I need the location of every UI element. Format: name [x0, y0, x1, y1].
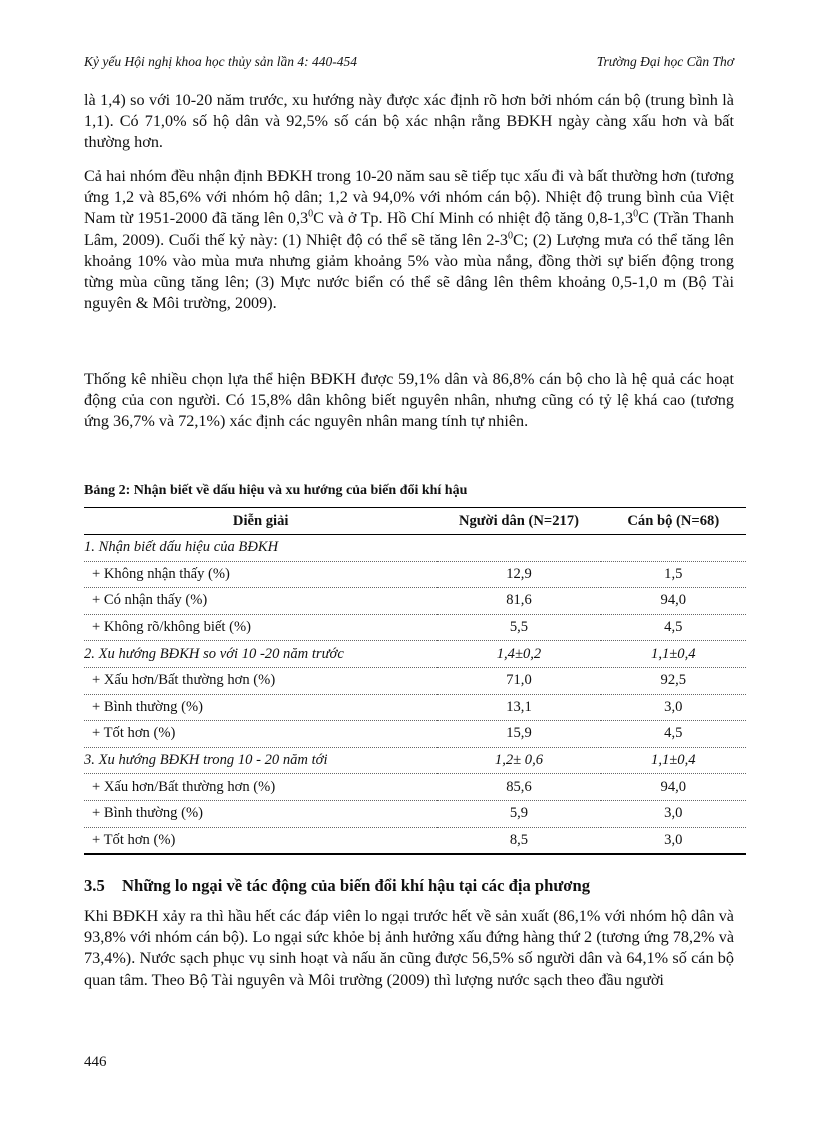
col-header-officials: Cán bộ (N=68) [601, 508, 746, 535]
cell-households: 81,6 [437, 588, 600, 615]
paragraph-4: Khi BĐKH xảy ra thì hầu hết các đáp viên lo ngại trước hết về sản xuất (86,1% với nhóm hộ dân và 93,8% với nhóm cán bộ). Lo ngại sức khỏe bị ảnh hưởng xấu đứng hàng thứ 2 (tương ứng 78,2% và 73,4%). Nước sạch phục vụ sinh hoạt và nấu ăn cũng được 56,5% số người dân và 64,1% số cán bộ quan tâm. Theo Bộ Tài nguyên và Môi trường (2009) thì lượng nước sạch theo đầu người [84, 907, 734, 989]
cell-officials: 4,5 [601, 721, 746, 748]
row-label: + Có nhận thấy (%) [84, 588, 437, 615]
paragraph-3: Thống kê nhiều chọn lựa thể hiện BĐKH được 59,1% dân và 86,8% cán bộ cho là hệ quả các hoạt động của con người. Có 15,8% dân không biết nguyên nhân, nhưng cũng có tỷ lệ khá cao (tương ứng 36,7% và 72,1%) xác định các nguyên nhân mang tính tự nhiên. [84, 370, 734, 431]
table-row [84, 747, 746, 774]
table-caption: Bảng 2: Nhận biết về dấu hiệu và xu hướng của biến đổi khí hậu [84, 483, 468, 498]
cell-officials: 94,0 [601, 774, 746, 801]
table-row [84, 641, 746, 668]
cell-officials: 94,0 [601, 588, 746, 615]
cell-officials: 92,5 [601, 667, 746, 694]
table-row [84, 561, 746, 588]
table-header-row [84, 508, 746, 535]
header-right: Trường Đại học Cần Thơ [596, 54, 734, 69]
cell-households: 5,5 [437, 614, 600, 641]
row-label: + Không nhận thấy (%) [84, 561, 437, 588]
degree-sup-1: 0 [308, 209, 314, 221]
row-label: + Xấu hơn/Bất thường hơn (%) [84, 774, 437, 801]
row-label: + Tốt hơn (%) [84, 827, 437, 854]
paragraph-2-part-a: Cả hai nhóm đều nhận định BĐKH trong 10-20 năm sau sẽ tiếp tục xấu đi và bất thường hơn (tương ứng 1,2 và 85,6% với nhóm hộ dân; 1,2 và 94,0% với nhóm cán bộ). Nhiệt độ trung bình của Việt Nam từ 1951-2000 đã tăng lên 0,3 [84, 167, 734, 228]
col-header-description: Diễn giải [84, 508, 437, 535]
page-number: 446 [84, 1054, 107, 1070]
cell-officials: 1,5 [601, 561, 746, 588]
cell-households: 1,2± 0,6 [437, 747, 600, 774]
table-row [84, 721, 746, 748]
cell-households: 8,5 [437, 827, 600, 854]
table-row [84, 667, 746, 694]
table-row [84, 535, 746, 562]
paragraph-2 [84, 166, 734, 314]
cell-households: 1,4±0,2 [437, 641, 600, 668]
row-label: + Không rõ/không biết (%) [84, 614, 437, 641]
cell-households: 13,1 [437, 694, 600, 721]
row-label: 3. Xu hướng BĐKH trong 10 - 20 năm tới [84, 747, 437, 774]
climate-change-table [84, 507, 746, 855]
cell-households: 15,9 [437, 721, 600, 748]
cell-officials: 1,1±0,4 [601, 747, 746, 774]
degree-sup-2: 0 [633, 209, 639, 221]
section-title: Những lo ngại về tác động của biến đổi khí hậu tại các địa phương [122, 876, 591, 895]
section-heading [84, 876, 590, 896]
row-label: + Tốt hơn (%) [84, 721, 437, 748]
cell-officials: 3,0 [601, 800, 746, 827]
cell-officials: 3,0 [601, 827, 746, 854]
table-row [84, 827, 746, 854]
cell-households: 12,9 [437, 561, 600, 588]
paragraph-2-part-c: C (Trần Thanh Lâm, 2009). Cuối thế kỷ này: (1) Nhiệt độ có thể sẽ tăng lên 2-3 [84, 209, 734, 249]
cell-officials: 4,5 [601, 614, 746, 641]
row-label: 1. Nhận biết dấu hiệu của BĐKH [84, 535, 437, 562]
table-row [84, 800, 746, 827]
cell-households [437, 535, 600, 562]
row-label: + Xấu hơn/Bất thường hơn (%) [84, 667, 437, 694]
cell-households: 71,0 [437, 667, 600, 694]
table-row [84, 588, 746, 615]
cell-officials: 3,0 [601, 694, 746, 721]
col-header-households: Người dân (N=217) [437, 508, 600, 535]
paragraph-2-part-b: C và ở Tp. Hồ Chí Minh có nhiệt độ tăng 0,8-1,3 [313, 209, 634, 228]
paragraph-2-part-d: C; (2) Lượng mưa có thể tăng lên khoảng 10% vào mùa mưa nhưng giảm khoảng 5% vào mùa nắng, đồng thời sự biến động trong từng mùa cũng tăng lên; (3) Mực nước biển có thể sẽ dâng lên thêm khoảng 0,5-1,0 m (Bộ Tài nguyên & Môi trường, 2009). [84, 230, 734, 313]
table-row [84, 614, 746, 641]
cell-households: 85,6 [437, 774, 600, 801]
cell-officials: 1,1±0,4 [601, 641, 746, 668]
table-row [84, 774, 746, 801]
section-number: 3.5 [84, 876, 105, 895]
cell-officials [601, 535, 746, 562]
running-header [84, 54, 734, 70]
row-label: + Bình thường (%) [84, 694, 437, 721]
degree-sup-3: 0 [507, 230, 513, 242]
paragraph-1: là 1,4) so với 10-20 năm trước, xu hướng này được xác định rõ hơn bởi nhóm cán bộ (trung bình là 1,1). Có 71,0% số hộ dân và 92,5% số cán bộ xác nhận rằng BĐKH ngày càng xấu hơn và bất thường hơn. [84, 91, 734, 152]
cell-households: 5,9 [437, 800, 600, 827]
row-label: + Bình thường (%) [84, 800, 437, 827]
header-left: Kỷ yếu Hội nghị khoa học thủy sản lần 4: 440-454 [84, 54, 357, 69]
table-row [84, 694, 746, 721]
row-label: 2. Xu hướng BĐKH so với 10 -20 năm trước [84, 641, 437, 668]
